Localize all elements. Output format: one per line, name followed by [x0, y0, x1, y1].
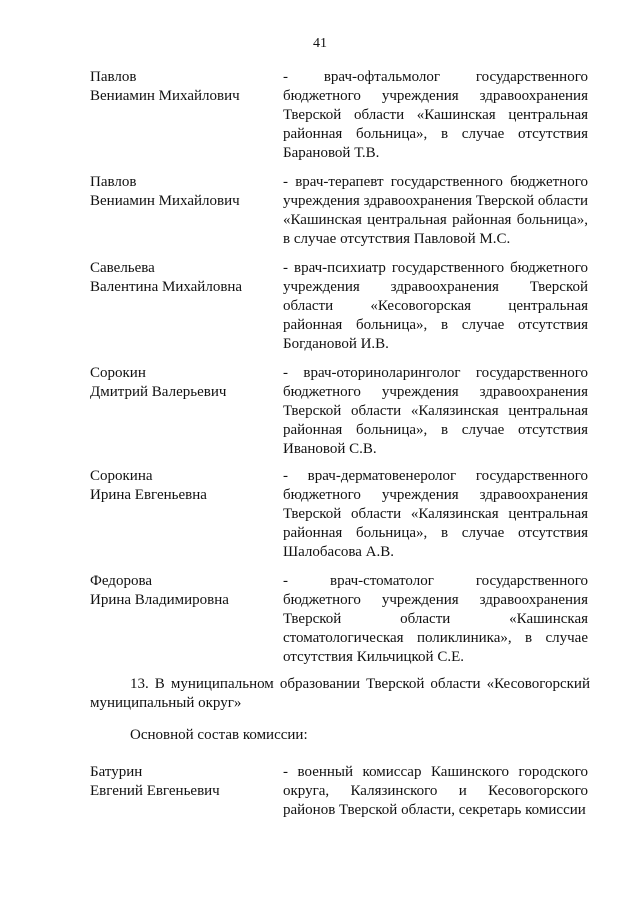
position-line: Тверской области «Калязинская центральная [283, 506, 588, 522]
position-line: области «Кесовогорская центральная [283, 298, 588, 314]
position-line: округа, Калязинского и Кесовогорского [283, 783, 588, 799]
position-line: - врач-психиатр государственного бюджетного [283, 260, 588, 276]
position-line: бюджетного учреждения здравоохранения [283, 487, 588, 503]
position-line: Богдановой И.В. [283, 336, 389, 352]
member-surname: Сорокина [90, 468, 153, 484]
member-name [90, 763, 275, 801]
member-name [90, 364, 275, 402]
position-line: районная больница», в случае отсутствия [283, 317, 588, 333]
position-line: - врач-офтальмолог государственного [283, 69, 588, 85]
member-given-names: Вениамин Михайлович [90, 88, 240, 104]
member-given-names: Вениамин Михайлович [90, 193, 240, 209]
position-line: районная больница», в случае отсутствия [283, 525, 588, 541]
section-heading-line: муниципальный округ» [90, 695, 242, 711]
position-line: - врач-терапевт государственного бюджетного [283, 174, 588, 190]
section-heading [90, 675, 590, 713]
position-line: - врач-дерматовенеролог государственного [283, 468, 588, 484]
position-line: Ивановой С.В. [283, 441, 377, 457]
member-surname: Павлов [90, 69, 137, 85]
member-position [283, 572, 588, 667]
member-given-names: Дмитрий Валерьевич [90, 384, 227, 400]
member-given-names: Валентина Михайловна [90, 279, 243, 295]
position-line: бюджетного учреждения здравоохранения [283, 384, 588, 400]
member-surname: Батурин [90, 764, 143, 780]
position-line: районная больница», в случае отсутствия [283, 422, 588, 438]
member-surname: Сорокин [90, 365, 146, 381]
member-name [90, 173, 275, 211]
section-heading-line: 13. В муниципальном образовании Тверской области «Кесовогорский [130, 676, 590, 692]
member-surname: Савельева [90, 260, 155, 276]
member-name [90, 467, 275, 505]
member-position [283, 68, 588, 163]
position-line: - врач-оториноларинголог государственного [283, 365, 588, 381]
commission-subheading: Основной состав комиссии: [130, 727, 308, 743]
member-position [283, 763, 588, 820]
position-line: Тверской области «Кашинская центральная [283, 107, 588, 123]
member-position [283, 259, 588, 354]
member-surname: Федорова [90, 573, 152, 589]
member-surname: Павлов [90, 174, 137, 190]
position-line: районов Тверской области, секретарь комиссии [283, 802, 586, 818]
position-line: бюджетного учреждения здравоохранения [283, 88, 588, 104]
position-line: Барановой Т.В. [283, 145, 380, 161]
position-line: Шалобасова А.В. [283, 544, 394, 560]
member-position [283, 467, 588, 562]
position-line: «Кашинская центральная районная больница», [283, 212, 588, 228]
member-given-names: Ирина Владимировна [90, 592, 229, 608]
position-line: Тверской области «Калязинская центральная [283, 403, 588, 419]
position-line: - военный комиссар Кашинского городского [283, 764, 588, 780]
member-name [90, 259, 275, 297]
position-line: бюджетного учреждения здравоохранения [283, 592, 588, 608]
page-number: 41 [313, 36, 327, 51]
position-line: стоматологическая поликлиника», в случае [283, 630, 588, 646]
position-line: учреждения здравоохранения Тверской [283, 279, 588, 295]
member-given-names: Евгений Евгеньевич [90, 783, 220, 799]
position-line: учреждения здравоохранения Тверской области [283, 193, 588, 209]
member-position [283, 173, 588, 249]
position-line: отсутствия Кильчицкой С.Е. [283, 649, 464, 665]
position-line: районная больница», в случае отсутствия [283, 126, 588, 142]
member-given-names: Ирина Евгеньевна [90, 487, 207, 503]
position-line: Тверской области «Кашинская [283, 611, 588, 627]
member-name [90, 68, 275, 106]
member-position [283, 364, 588, 459]
position-line: - врач-стоматолог государственного [283, 573, 588, 589]
member-name [90, 572, 275, 610]
position-line: в случае отсутствия Павловой М.С. [283, 231, 511, 247]
